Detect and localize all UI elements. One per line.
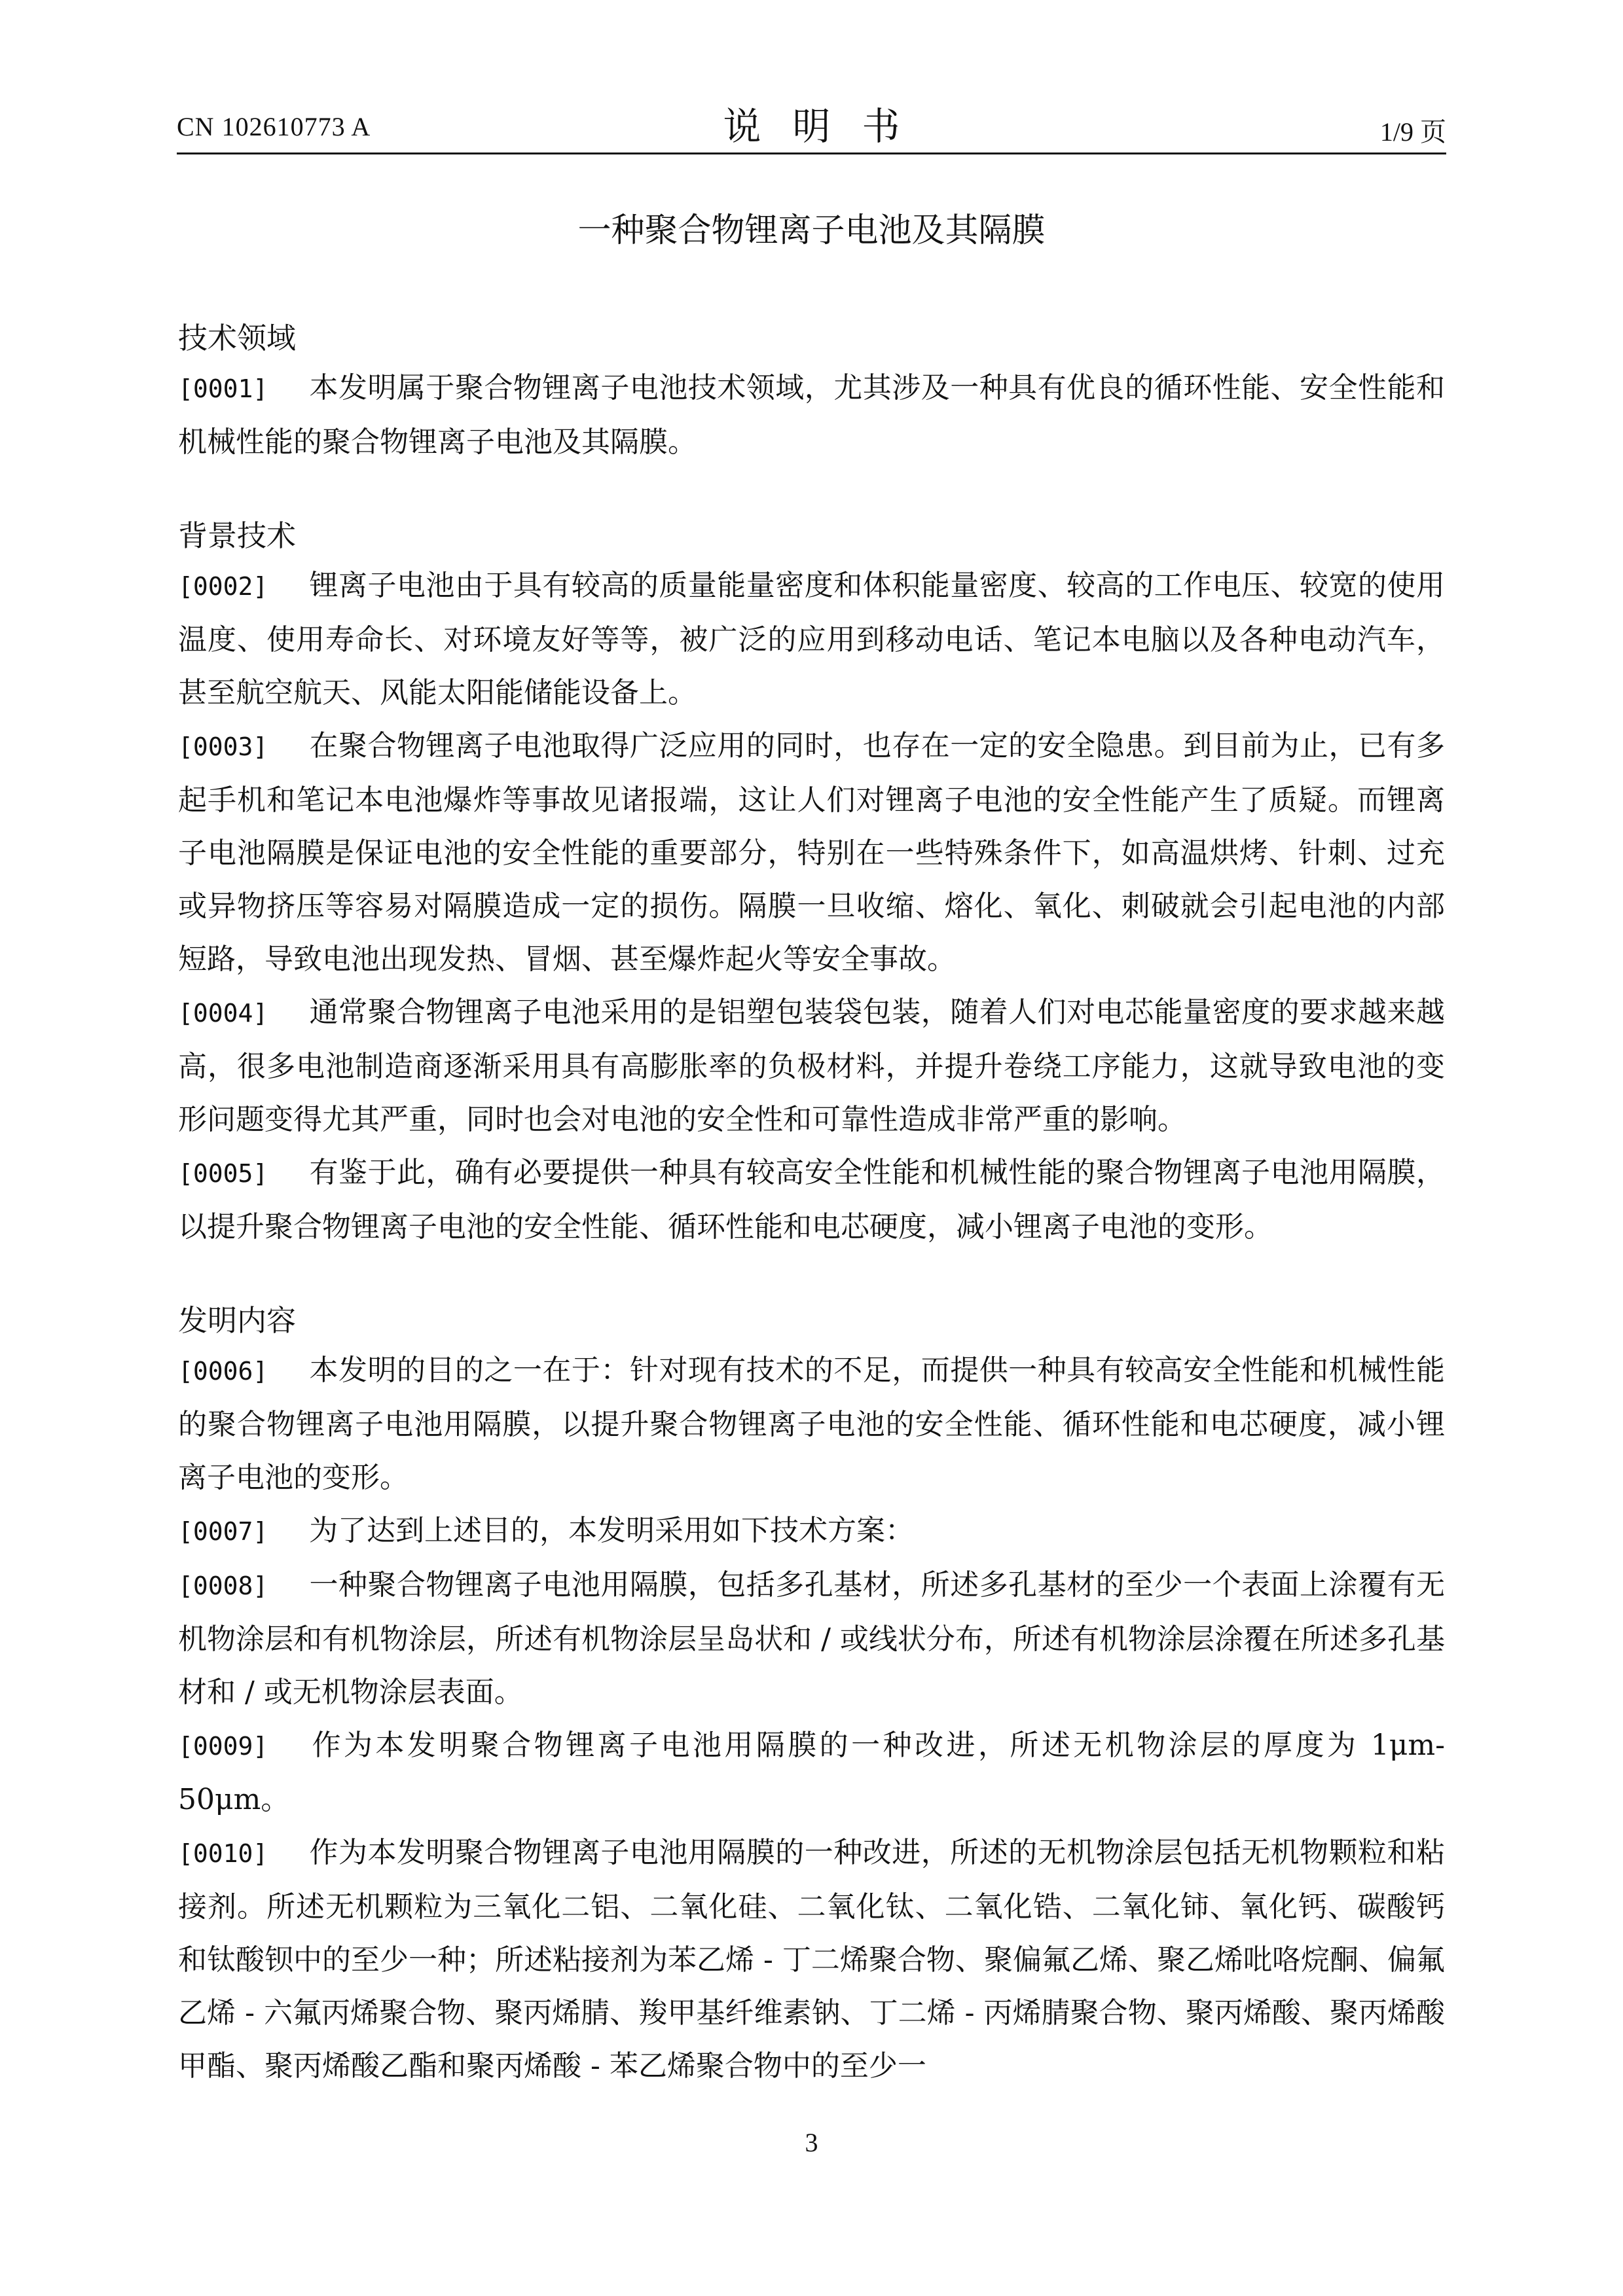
document-type-title: 说明书 xyxy=(723,104,932,149)
paragraph-text: 作为本发明聚合物锂离子电池用隔膜的一种改进，所述无机物涂层的厚度为 1μm-50μm。 xyxy=(178,1729,1445,1816)
paragraph xyxy=(178,1504,1445,1558)
paragraph-text: 作为本发明聚合物锂离子电池用隔膜的一种改进，所述的无机物涂层包括无机物颗粒和粘接剂。所述无机颗粒为三氧化二铝、二氧化硅、二氧化钛、二氧化锆、二氧化铈、氧化钙、碳酸钙和钛酸钡中的至少一种；所述粘接剂为苯乙烯 - 丁二烯聚合物、聚偏氟乙烯、聚乙烯吡咯烷酮、偏氟乙烯 - 六氟丙烯聚合物、聚丙烯腈、羧甲基纤维素钠、丁二烯 - 丙烯腈聚合物、聚丙烯酸、聚丙烯酸甲酯、聚丙烯酸乙酯和聚丙烯酸 - 苯乙烯聚合物中的至少一 xyxy=(178,1836,1445,2083)
document-body xyxy=(178,208,1445,2092)
paragraph xyxy=(178,1146,1445,1253)
paragraph-text: 本发明的目的之一在于：针对现有技术的不足，而提供一种具有较高安全性能和机械性能的聚合物锂离子电池用隔膜，以提升聚合物锂离子电池的安全性能、循环性能和电芯硬度，减小锂离子电池的变形。 xyxy=(178,1354,1445,1494)
page-of-total: 1/9 页 xyxy=(1379,117,1446,147)
paragraph-number: [0005] xyxy=(178,1159,268,1188)
paragraph-text: 有鉴于此，确有必要提供一种具有较高安全性能和机械性能的聚合物锂离子电池用隔膜，以提升聚合物锂离子电池的安全性能、循环性能和电芯硬度，减小锂离子电池的变形。 xyxy=(178,1156,1445,1244)
paragraph-number: [0009] xyxy=(178,1732,268,1761)
paragraph xyxy=(178,1826,1445,2092)
paragraph-text: 一种聚合物锂离子电池用隔膜，包括多孔基材，所述多孔基材的至少一个表面上涂覆有无机物涂层和有机物涂层，所述有机物涂层呈岛状和 / 或线状分布，所述有机物涂层涂覆在所述多孔基材和 / 或无机物涂层表面。 xyxy=(178,1568,1445,1709)
paragraph-number: [0010] xyxy=(178,1839,268,1868)
paragraph xyxy=(178,559,1445,719)
paragraph-number: [0003] xyxy=(178,732,268,761)
paragraph-number: [0001] xyxy=(178,374,268,403)
section-heading: 发明内容 xyxy=(178,1303,297,1338)
document-title: 一种聚合物锂离子电池及其隔膜 xyxy=(577,211,1046,250)
section-technical-field xyxy=(178,315,1445,469)
paragraph xyxy=(178,1344,1445,1504)
paragraph xyxy=(178,719,1445,986)
paragraph-number: [0006] xyxy=(178,1357,268,1386)
paragraph-text: 在聚合物锂离子电池取得广泛应用的同时，也存在一定的安全隐患。到目前为止，已有多起手机和笔记本电池爆炸等事故见诸报端，这让人们对锂离子电池的安全性能产生了质疑。而锂离子电池隔膜是保证电池的安全性能的重要部分，特别在一些特殊条件下，如高温烘烤、针刺、过充或异物挤压等容易对隔膜造成一定的损伤。隔膜一旦收缩、熔化、氧化、刺破就会引起电池的内部短路，导致电池出现发热、冒烟、甚至爆炸起火等安全事故。 xyxy=(178,729,1445,976)
paragraph xyxy=(178,361,1445,469)
section-summary xyxy=(178,1298,1445,2092)
paragraph-text: 为了达到上述目的，本发明采用如下技术方案： xyxy=(309,1514,914,1547)
paragraph-number: [0002] xyxy=(178,572,268,601)
paragraph-text: 本发明属于聚合物锂离子电池技术领域，尤其涉及一种具有优良的循环性能、安全性能和机械性能的聚合物锂离子电池及其隔膜。 xyxy=(178,371,1445,459)
publication-number: CN 102610773 A xyxy=(177,112,371,141)
paragraph xyxy=(178,986,1445,1146)
page-number: 3 xyxy=(805,2128,818,2157)
page-header xyxy=(177,92,1446,151)
paragraph-number: [0004] xyxy=(178,999,268,1028)
section-heading: 背景技术 xyxy=(178,518,297,553)
header-divider xyxy=(177,152,1446,154)
paragraph-text: 通常聚合物锂离子电池采用的是铝塑包装袋包装，随着人们对电芯能量密度的要求越来越高，很多电池制造商逐渐采用具有高膨胀率的负极材料，并提升卷绕工序能力，这就导致电池的变形问题变得尤其严重，同时也会对电池的安全性和可靠性造成非常严重的影响。 xyxy=(178,996,1445,1136)
paragraph xyxy=(178,1558,1445,1719)
paragraph-text: 锂离子电池由于具有较高的质量能量密度和体积能量密度、较高的工作电压、较宽的使用温度、使用寿命长、对环境友好等等，被广泛的应用到移动电话、笔记本电脑以及各种电动汽车，甚至航空航天、风能太阳能储能设备上。 xyxy=(178,569,1445,709)
paragraph-number: [0008] xyxy=(178,1571,268,1600)
paragraph xyxy=(178,1719,1445,1826)
section-background-art xyxy=(178,513,1445,1253)
section-heading: 技术领域 xyxy=(178,321,297,355)
paragraph-number: [0007] xyxy=(178,1517,268,1546)
